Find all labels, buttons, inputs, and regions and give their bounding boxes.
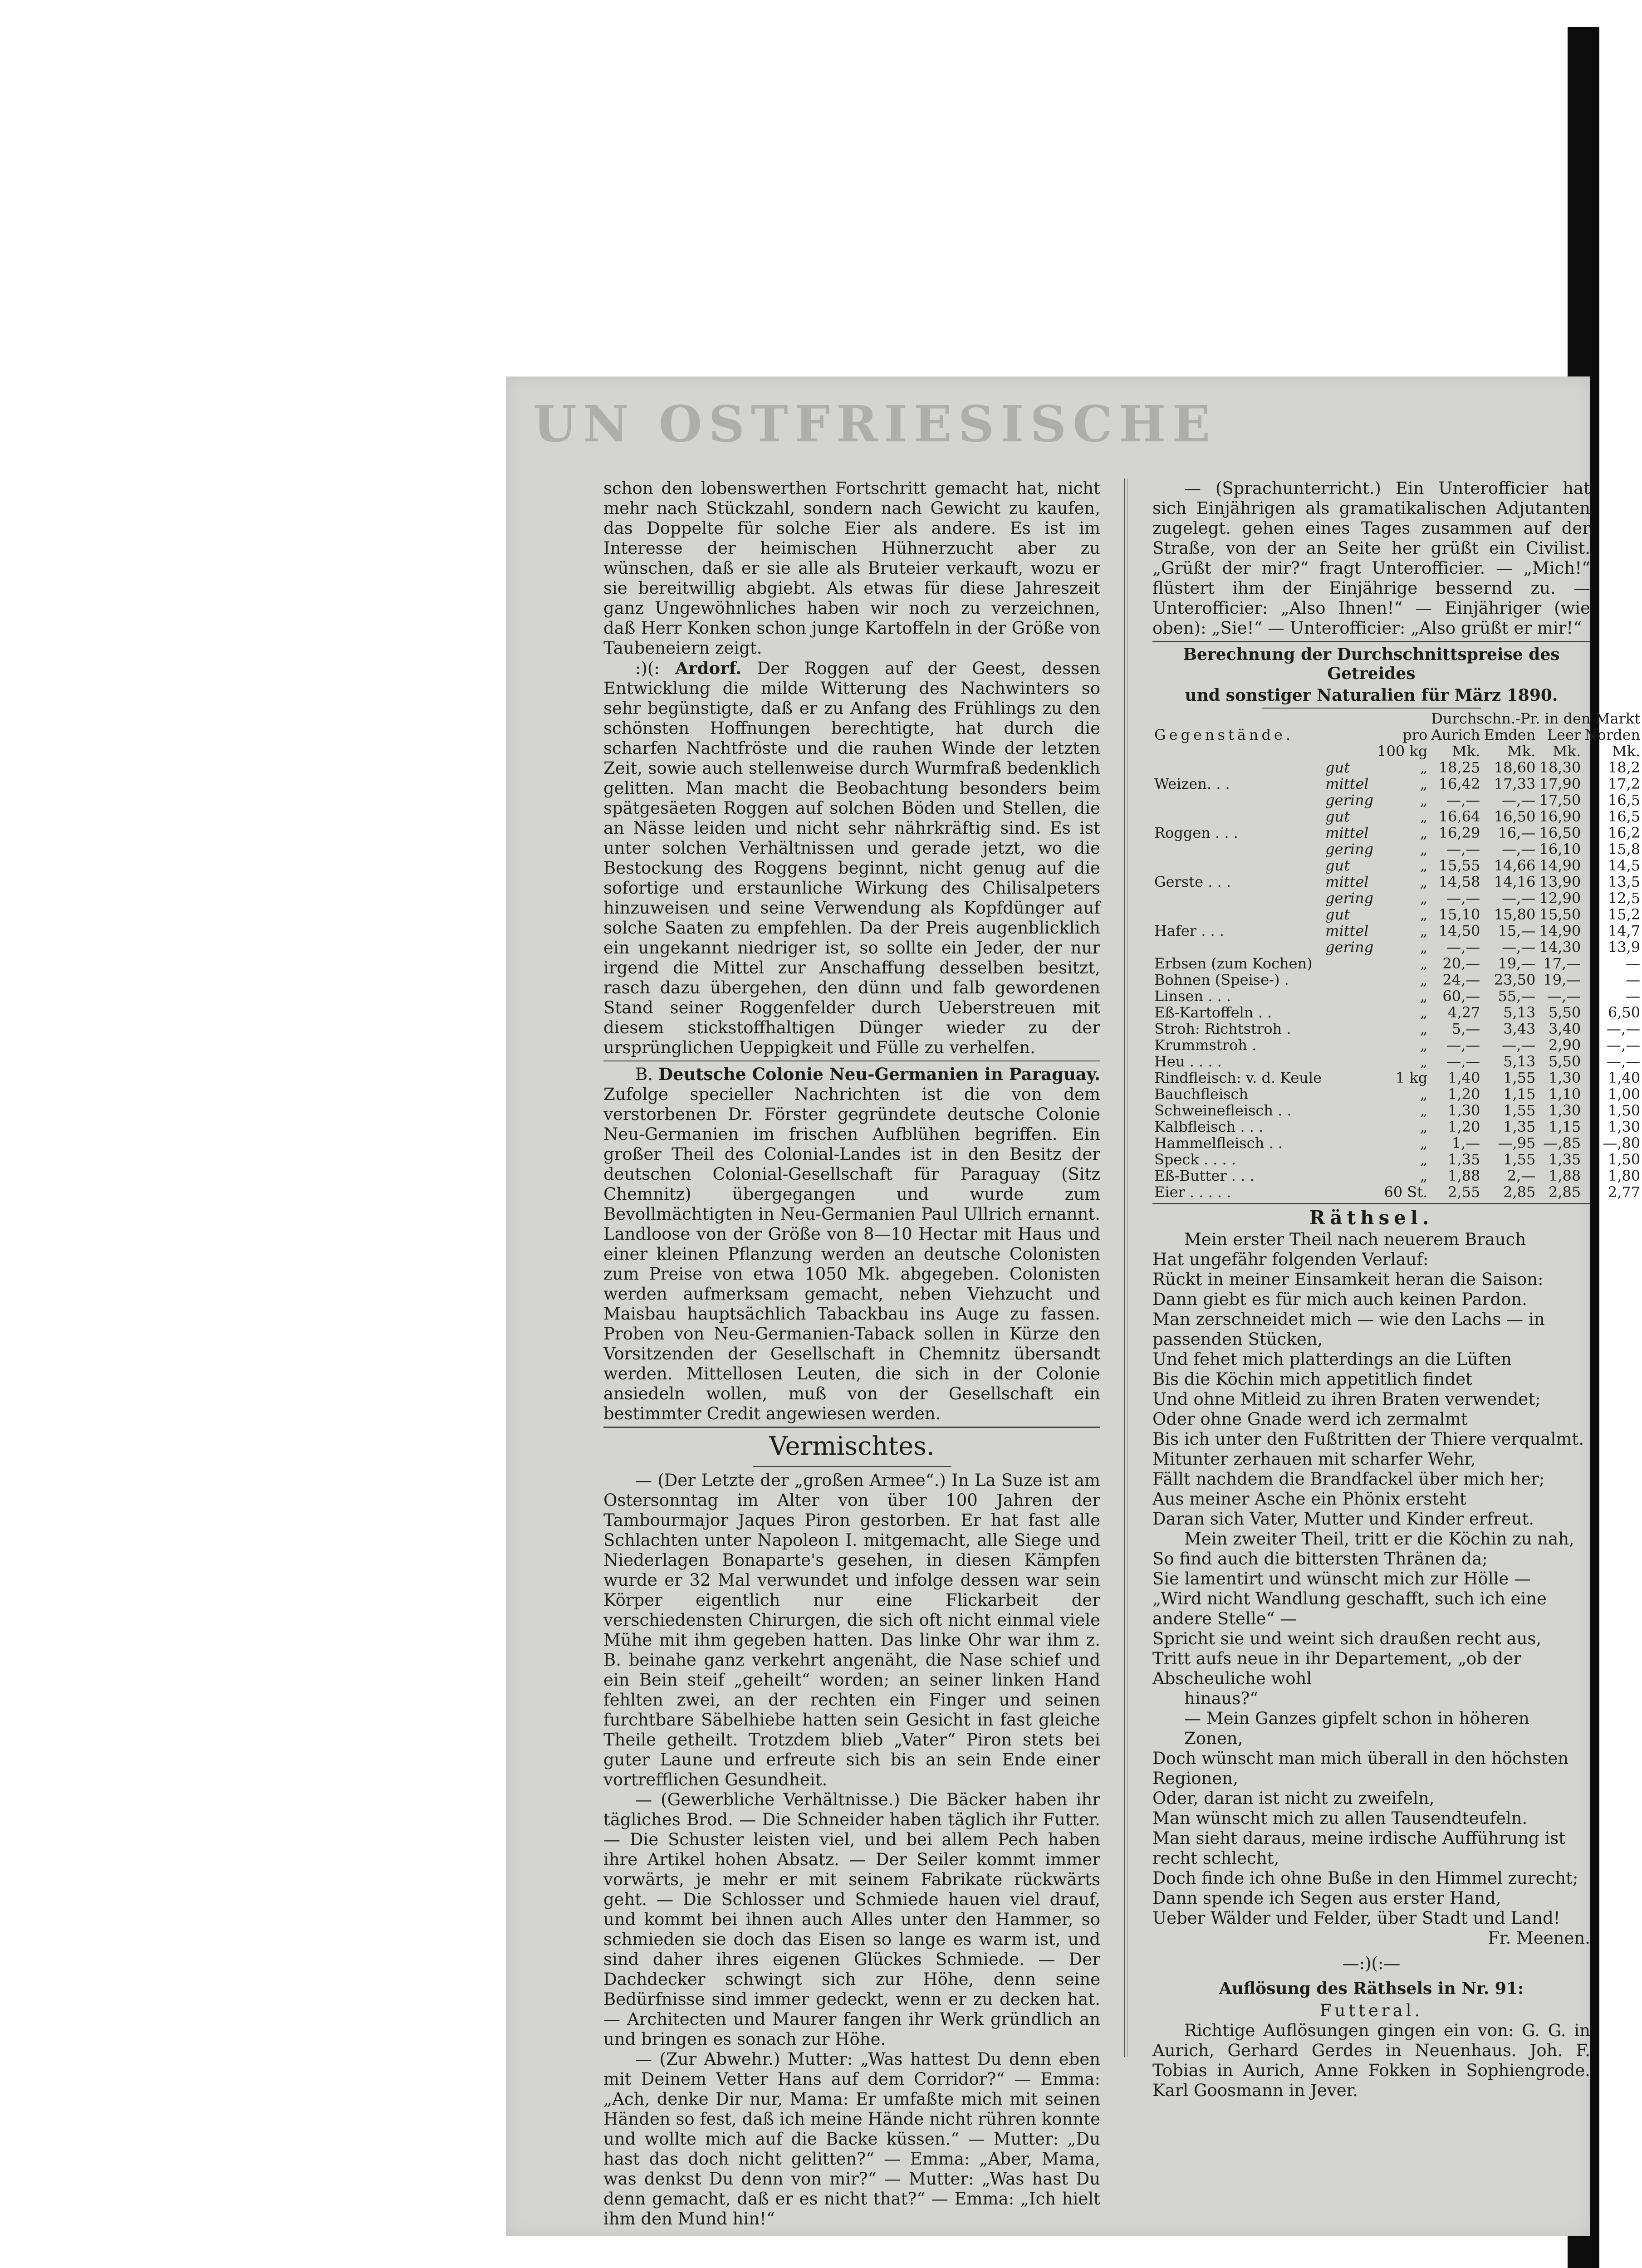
emden-price-cell: 17,33: [1494, 775, 1536, 792]
unit-cell: 1 kg: [1395, 1069, 1428, 1086]
armee-paragraph: — (Der Letzte der „großen Armee“.) In La Suze ist am Ostersonntag im Alter von über 100 Jahren der Tambourmajor Jaques Piron gestorben. Er hat fast alle Schlachten unter Napoleon I. mitgemacht, alle Siege und Niederlagen Bonaparte's gesehen, in diesen Kämpfen wurde er 32 Mal verwundet und infolge dessen war sein Körper eigentlich nur eine Flickarbeit der verschiedensten Chirurgen, die sich oft nicht einmal viele Mühe mit ihm gegeben hatten. Das linke Ohr war ihm z. B. beinahe ganz verkehrt angenäht, die Nase schief und ein Bein steif „geheilt“ worden; an seiner linken Hand fehlten zwei, an der rechten ein Finger und seinen furchtbare Säbelhiebe hatten sein Gesicht in fast gleiche Theile getheilt. Trotzdem blieb „Vater“ Piron stets bei guter Laune und erfreute sich bis an sein Ende einer vortrefflichen Gesundheit.: [603, 1471, 1100, 1789]
price-table-row: [1152, 906, 1642, 923]
ardorf-place: Ardorf.: [675, 658, 742, 678]
norden-price-cell: 14,7: [1608, 922, 1641, 939]
emden-price-cell: 1,55: [1503, 1069, 1536, 1086]
item-cell: Krummstroh .: [1154, 1036, 1257, 1054]
solution-headline: Auflösung des Räthsels in Nr. 91:: [1219, 1979, 1524, 1998]
aurich-price-cell: 1,—: [1451, 1134, 1480, 1152]
emden-price-cell: 1,35: [1503, 1118, 1536, 1135]
unit-cell: „: [1420, 775, 1428, 792]
aurich-price-cell: 18,25: [1438, 759, 1480, 776]
poem-line: So find auch die bittersten Thränen da;: [1152, 1549, 1488, 1569]
item-cell: Eß-Kartoffeln . .: [1154, 1004, 1272, 1021]
quality-cell: [1323, 1004, 1375, 1021]
unit-cell: „: [1420, 938, 1428, 956]
ardorf-intro-paragraph: schon den lobenswerthen Fortschritt gemacht hat, nicht mehr nach Stückzahl, sondern nach Gewicht zu kaufen, das Doppelte für solche Eier als andere. Es ist im Interesse der heimischen Hühnerzucht aber zu wünschen, daß er sie alle als Bruteier verkauft, wozu er sie bereitwillig abgiebt. Als etwas für diese Jahreszeit ganz Ungewöhnliches haben wir noch zu verzeichnen, daß Herr Konken schon junge Kartoffeln in der Größe von Taubeneiern zeigt.: [603, 479, 1100, 658]
aurich-price-cell: 16,29: [1438, 824, 1480, 841]
quality-cell: [1323, 1037, 1375, 1053]
quality-cell: [1323, 1151, 1375, 1168]
unit-cell: „: [1420, 857, 1428, 874]
quality-cell: [1323, 972, 1375, 988]
gegenstaende-header: Gegenstände.: [1154, 726, 1294, 743]
poem-line: Doch finde ich ohne Buße in den Himmel zurecht;: [1152, 1868, 1578, 1888]
emden-price-cell: 2,—: [1507, 1167, 1536, 1184]
unit-cell: „: [1420, 906, 1428, 923]
emden-price-cell: —,—: [1502, 890, 1536, 907]
aurich-price-cell: 15,10: [1438, 906, 1480, 923]
item-cell: Speck . . . .: [1154, 1151, 1236, 1168]
quality-cell: mittel: [1325, 873, 1369, 890]
leer-price-cell: 3,40: [1548, 1020, 1581, 1037]
emden-price-cell: 16,—: [1498, 824, 1536, 841]
price-table-row: [1152, 1151, 1642, 1168]
quality-cell: gut: [1325, 857, 1350, 874]
mk-header: Mk.: [1612, 743, 1641, 760]
aurich-price-cell: 20,—: [1442, 955, 1480, 972]
quality-cell: mittel: [1325, 922, 1369, 939]
sprachunterricht-paragraph: — (Sprachunterricht.) Ein Unterofficier hat sich Einjährigen als gramatikalischen Adjutanten zugelegt. gehen eines Tages zusammen auf der Straße, von der an Seite her grüßt ein Civilist. „Grüßt der mir?“ fragt Unterofficier. — „Mich!“ flüstert ihm der Einjährige bessernd zu. — Unterofficier: „Also Ihnen!“ — Einjähriger (wie oben): „Sie!“ — Unterofficier: „Also grüßt er mir!“: [1152, 479, 1590, 638]
item-cell: Schweinefleisch . .: [1154, 1102, 1292, 1119]
item-cell: Erbsen (zum Kochen): [1154, 955, 1313, 972]
leer-price-cell: 1,10: [1548, 1085, 1581, 1103]
poem-line: Oder ohne Gnade werd ich zermalmt: [1152, 1409, 1468, 1429]
solution-text: Richtige Auflösungen gingen ein von: G. G. in Aurich, Gerhard Gerdes in Neuenhaus. Joh. F. Tobias in Aurich, Anne Fokken in Sophiengrode. Karl Goosmann in Jever.: [1152, 2021, 1590, 2100]
item-cell: Roggen . . .: [1154, 824, 1238, 841]
price-table-row: [1152, 1184, 1642, 1200]
price-table-row: [1152, 808, 1642, 825]
unit-cell: „: [1420, 1134, 1428, 1152]
leer-price-cell: 17,90: [1539, 775, 1581, 792]
quality-cell: [1323, 988, 1375, 1004]
quality-cell: [1323, 955, 1375, 972]
leer-price-cell: 14,30: [1539, 938, 1581, 956]
quality-cell: [1323, 1086, 1375, 1102]
aurich-price-cell: 4,27: [1448, 1004, 1480, 1021]
quality-cell: [1323, 1070, 1375, 1086]
section-divider: [603, 1427, 1100, 1428]
aurich-price-cell: 1,88: [1448, 1167, 1480, 1184]
emden-price-cell: 15,—: [1498, 922, 1536, 939]
poem-line: Fällt nachdem die Brandfackel über mich her;: [1152, 1469, 1545, 1489]
item-cell: Eß-Butter . . .: [1154, 1167, 1255, 1184]
right-column: [1152, 479, 1641, 2101]
raethsel-poem: [1152, 1230, 1590, 1928]
colonie-paragraph: [603, 1064, 1100, 1424]
poem-signature: Fr. Meenen.: [1488, 1928, 1590, 1948]
unit-cell: „: [1420, 1036, 1428, 1054]
item-cell: Hammelfleisch . .: [1154, 1134, 1283, 1152]
poem-line: Man wünscht mich zu allen Tausendteufeln.: [1152, 1809, 1528, 1828]
emden-price-cell: 55,—: [1498, 987, 1536, 1005]
unit-cell: „: [1420, 1167, 1428, 1184]
quality-cell: [1323, 1168, 1375, 1184]
quality-cell: mittel: [1325, 775, 1369, 792]
norden-price-cell: 15,8: [1608, 841, 1641, 858]
price-table-row: [1152, 1102, 1642, 1119]
poem-line: Tritt aufs neue in ihr Departement, „ob der Abscheuliche wohl: [1152, 1649, 1521, 1688]
leer-price-cell: 12,90: [1539, 890, 1581, 907]
price-table-body: [1152, 759, 1642, 1200]
norden-price-cell: 12,5: [1608, 890, 1641, 907]
poem-line: Dann spende ich Segen aus erster Hand,: [1152, 1888, 1501, 1908]
price-table-row: [1152, 1119, 1642, 1135]
emden-price-cell: 23,50: [1494, 971, 1536, 988]
aurich-price-cell: 1,20: [1448, 1085, 1480, 1103]
leer-price-cell: 5,50: [1548, 1053, 1581, 1070]
emden-price-cell: —,95: [1498, 1134, 1536, 1152]
norden-price-cell: —,—: [1606, 1053, 1641, 1070]
poem-line: Doch wünscht man mich überall in den höchsten Regionen,: [1152, 1749, 1569, 1788]
norden-price-cell: 1,50: [1608, 1151, 1641, 1168]
leer-price-cell: 1,35: [1548, 1151, 1581, 1168]
unit-header: 100 kg: [1377, 743, 1428, 760]
quality-cell: [1323, 1102, 1375, 1119]
unit-cell: „: [1420, 824, 1428, 841]
leer-price-cell: 14,90: [1539, 857, 1581, 874]
price-table-row: [1152, 841, 1642, 857]
unit-cell: „: [1420, 955, 1428, 972]
norden-price-cell: 6,50: [1608, 1004, 1641, 1021]
aurich-price-cell: —,—: [1446, 890, 1480, 907]
item-cell: Heu . . . .: [1154, 1053, 1222, 1070]
item-cell: Hafer . . .: [1154, 922, 1225, 939]
aurich-price-cell: 16,64: [1438, 808, 1480, 825]
separator-ornament: —:)(:—: [1342, 1954, 1401, 1973]
colonie-headline: Deutsche Colonie Neu-Germanien in Paraguay.: [658, 1064, 1100, 1084]
poem-line: „Wird nicht Wandlung geschafft, such ich eine andere Stelle“ —: [1152, 1589, 1547, 1628]
price-table-row: [1152, 1168, 1642, 1184]
poem-line: Und fehet mich platterdings an die Lüften: [1152, 1349, 1512, 1369]
column-rule: [1124, 479, 1125, 2057]
leer-price-cell: —,85: [1543, 1134, 1581, 1152]
aurich-price-cell: 14,50: [1438, 922, 1480, 939]
unit-cell: „: [1420, 1118, 1428, 1135]
norden-price-cell: 15,2: [1608, 906, 1641, 923]
unit-cell: „: [1420, 759, 1428, 776]
item-cell: [1152, 857, 1323, 874]
abwehr-paragraph: — (Zur Abwehr.) Mutter: „Was hattest Du denn eben mit Deinem Vetter Hans auf dem Corridor?“ — Emma: „Ach, denke Dir nur, Mama: Er umfaßte mich mit seinen Händen so fest, daß ich meine Hände nicht rühren konnte und wollte mich auf die Backe küssen.“ — Mutter: „Du hast das doch nicht gelitten?“ — Emma: „Aber, Mama, was denkst Du denn von mir?“ — Mutter: „Was hast Du denn gemacht, daß er es nicht that?“ — Emma: „Ich hielt ihm den Mund hin!“: [603, 2049, 1100, 2229]
unit-cell: „: [1420, 987, 1428, 1005]
emden-price-cell: 5,13: [1503, 1053, 1536, 1070]
norden-price-cell: 18,2: [1608, 759, 1641, 776]
aurich-price-cell: 1,40: [1448, 1069, 1480, 1086]
unit-cell: „: [1420, 1053, 1428, 1070]
leer-price-cell: 1,30: [1548, 1069, 1581, 1086]
gewerbe-paragraph: — (Gewerbliche Verhältnisse.) Die Bäcker haben ihr tägliches Brod. — Die Schneider haben täglich ihr Futter. — Die Schuster leisten viel, und bei allem Pech haben ihre Artikel hohen Absatz. — Der Seiler kommt immer vorwärts, je mehr er mit seinem Fabrikate rückwärts geht. — Die Schlosser und Schmiede hauen viel drauf, und kommt bei ihnen auch Alles unter den Hammer, so schmieden sie doch das Eisen so lange es warm ist, und sind daher ihres eigenen Glückes Schmiede. — Der Dachdecker schwingt sich zur Höhe, denn seine Bedürfnisse sind immer gedeckt, wenn er zu decken hat. — Architecten und Maurer fangen ihr Werk gründlich an und bringen es sonach zur Höhe.: [603, 1790, 1100, 2049]
item-cell: Linsen . . .: [1154, 987, 1231, 1005]
item-cell: Bohnen (Speise-) .: [1154, 971, 1289, 988]
quality-cell: gering: [1325, 841, 1374, 858]
ardorf-mark: :)(:: [635, 659, 660, 678]
colonie-mark: B.: [635, 1065, 653, 1084]
price-table-row: [1152, 890, 1642, 906]
unit-cell: „: [1420, 1004, 1428, 1021]
unit-cell: „: [1420, 971, 1428, 988]
emden-price-cell: 1,55: [1503, 1102, 1536, 1119]
norden-price-cell: 1,30: [1608, 1118, 1641, 1135]
emden-price-cell: 15,80: [1494, 906, 1536, 923]
emden-price-cell: 16,50: [1494, 808, 1536, 825]
leer-price-cell: 2,85: [1548, 1183, 1581, 1201]
poem-line: Sie lamentirt und wünscht mich zur Hölle —: [1152, 1569, 1531, 1589]
aurich-price-cell: —,—: [1446, 1036, 1480, 1054]
quality-cell: [1323, 1053, 1375, 1070]
poem-line: Dann giebt es für mich auch keinen Pardon.: [1152, 1290, 1527, 1309]
poem-line: Mein zweiter Theil, tritt er die Köchin zu nah,: [1184, 1529, 1574, 1549]
leer-price-cell: 2,90: [1548, 1036, 1581, 1054]
price-table-title-underline: [1262, 708, 1481, 709]
unit-cell: „: [1420, 890, 1428, 907]
leer-price-cell: 17,—: [1543, 955, 1581, 972]
norden-price-cell: 16,5: [1608, 792, 1641, 809]
quality-cell: mittel: [1325, 824, 1369, 841]
leer-price-cell: 1,88: [1548, 1167, 1581, 1184]
item-cell: Stroh: Richtstroh .: [1154, 1020, 1291, 1037]
aurich-price-cell: —,—: [1446, 938, 1480, 956]
unit-cell: „: [1420, 1151, 1428, 1168]
aurich-price-cell: —,—: [1446, 841, 1480, 858]
leer-price-cell: 1,30: [1548, 1102, 1581, 1119]
norden-price-cell: 1,50: [1608, 1102, 1641, 1119]
unit-cell: „: [1420, 841, 1428, 858]
norden-price-cell: 1,00: [1608, 1085, 1641, 1103]
price-table-title-line-1: Berechnung der Durchschnittspreise des Getreides: [1183, 645, 1560, 683]
section-title-underline: [753, 1466, 951, 1467]
item-cell: [1152, 939, 1323, 955]
price-table-row: [1152, 874, 1642, 890]
price-table-title-line-2: und sonstiger Naturalien für März 1890.: [1185, 686, 1558, 705]
price-table-head-row-3: [1152, 743, 1642, 759]
emden-header: Emden: [1484, 726, 1536, 743]
leer-price-cell: 13,90: [1539, 873, 1581, 890]
aurich-price-cell: 2,55: [1448, 1183, 1480, 1201]
norden-price-cell: 1,80: [1608, 1167, 1641, 1184]
poem-line: Daran sich Vater, Mutter und Kinder erfreut.: [1152, 1509, 1534, 1529]
quality-cell: [1323, 1135, 1375, 1151]
poem-line: — Mein Ganzes gipfelt schon in höheren Zonen,: [1184, 1709, 1529, 1748]
emden-price-cell: 2,85: [1503, 1183, 1536, 1201]
quality-cell: [1323, 1021, 1375, 1037]
unit-cell: 60 St.: [1384, 1183, 1428, 1201]
unit-cell: „: [1420, 1085, 1428, 1103]
poem-line: Oder, daran ist nicht zu zweifeln,: [1152, 1789, 1435, 1808]
poem-line: Rückt in meiner Einsamkeit heran die Saison:: [1152, 1270, 1544, 1289]
aurich-header: Aurich: [1431, 726, 1480, 743]
poem-line: Man sieht daraus, meine irdische Aufführung ist recht schlecht,: [1152, 1828, 1566, 1868]
table-top-rule: [1152, 641, 1590, 642]
price-table-row: [1152, 939, 1642, 955]
emden-price-cell: 5,13: [1503, 1004, 1536, 1021]
item-cell: [1152, 890, 1323, 906]
pro-header: pro: [1402, 726, 1428, 743]
column-rule-secondary: [1127, 479, 1128, 2057]
poem-line: Mitunter zerhauen mit scharfer Wehr,: [1152, 1449, 1476, 1469]
aurich-price-cell: 24,—: [1442, 971, 1480, 988]
emden-price-cell: 18,60: [1494, 759, 1536, 776]
leer-price-cell: —,—: [1547, 987, 1581, 1005]
aurich-price-cell: 14,58: [1438, 873, 1480, 890]
price-table-row: [1152, 776, 1642, 792]
poem-line: Und ohne Mitleid zu ihren Braten verwendet;: [1152, 1389, 1541, 1409]
price-table-row: [1152, 857, 1642, 874]
price-table-row: [1152, 1037, 1642, 1053]
unit-cell: „: [1420, 1020, 1428, 1037]
left-column: [603, 479, 1100, 2229]
solution-word: Futteral.: [1319, 2001, 1423, 2020]
poem-line: Bis die Köchin mich appetitlich findet: [1152, 1369, 1472, 1389]
emden-price-cell: 19,—: [1498, 955, 1536, 972]
quality-cell: gering: [1325, 792, 1374, 809]
poem-line: Mein erster Theil nach neuerem Brauch: [1184, 1230, 1526, 1249]
aurich-price-cell: 16,42: [1438, 775, 1480, 792]
item-cell: Bauchfleisch: [1154, 1085, 1249, 1103]
item-cell: Gerste . . .: [1154, 873, 1231, 890]
leer-price-cell: 18,30: [1539, 759, 1581, 776]
unit-cell: „: [1420, 792, 1428, 809]
price-table-row: [1152, 1070, 1642, 1086]
colonie-text: Zufolge specieller Nachrichten ist die von dem verstorbenen Dr. Förster gegründete deutsche Colonie Neu-Germanien im frischen Aufblühen begriffen. Ein großer Theil des Colonial-Landes ist in den Besitz der deutschen Colonial-Gesellschaft für Paraguay (Sitz Chemnitz) übergegangen und wurde zum Bevollmächtigten in Neu-Germanien Paul Ullrich ernannt. Landloose von der Größe von 8—10 Hectar mit Haus und einer kleinen Pflanzung werden an deutsche Colonisten zum Preise von etwa 1050 Mk. abgegeben. Colonisten werden aufmerksam gemacht, neben Viehzucht und Maisbau hauptsächlich Tabackbau ins Auge zu fassen. Proben von Neu-Germanien-Taback sollen in Kürze den Vorsitzenden der Gesellschaft in Chemnitz übersandt werden. Mittellosen Leuten, die sich in der Colonie ansiedeln wollen, muß von der Gesellschaft ein bestimmter Credit angewiesen werden.: [603, 1085, 1100, 1423]
price-table-head-row-2: [1152, 727, 1642, 743]
aurich-price-cell: —,—: [1446, 1053, 1480, 1070]
norden-price-cell: 13,9: [1608, 938, 1641, 956]
leer-price-cell: 16,90: [1539, 808, 1581, 825]
poem-line: Bis ich unter den Fußtritten der Thiere verqualmt.: [1152, 1429, 1584, 1449]
price-table-row: [1152, 1021, 1642, 1037]
ardorf-paragraph: [603, 658, 1100, 1058]
emden-price-cell: 1,55: [1503, 1151, 1536, 1168]
price-table-row: [1152, 972, 1642, 988]
aurich-price-cell: 1,35: [1448, 1151, 1480, 1168]
poem-line: Man zerschneidet mich — wie den Lachs — in passenden Stücken,: [1152, 1310, 1545, 1349]
leer-price-cell: 16,10: [1539, 841, 1581, 858]
norden-price-cell: 1,40: [1608, 1069, 1641, 1086]
aurich-price-cell: 1,30: [1448, 1102, 1480, 1119]
poem-line: Hat ungefähr folgenden Verlauf:: [1152, 1250, 1429, 1269]
poem-line: hinaus?“: [1184, 1689, 1259, 1708]
unit-cell: „: [1420, 808, 1428, 825]
unit-cell: „: [1420, 873, 1428, 890]
aurich-price-cell: 1,20: [1448, 1118, 1480, 1135]
aurich-price-cell: 5,—: [1451, 1020, 1480, 1037]
item-cell: [1152, 792, 1323, 808]
leer-price-cell: 17,50: [1539, 792, 1581, 809]
leer-price-cell: 5,50: [1548, 1004, 1581, 1021]
norden-price-cell: —: [1626, 955, 1641, 972]
norden-price-cell: 16,2: [1608, 824, 1641, 841]
price-table-row: [1152, 1086, 1642, 1102]
leer-price-cell: 14,90: [1539, 922, 1581, 939]
price-table-row: [1152, 1135, 1642, 1151]
unit-cell: „: [1420, 1102, 1428, 1119]
price-table-row: [1152, 923, 1642, 939]
emden-price-cell: —,—: [1502, 841, 1536, 858]
norden-price-cell: 17,2: [1608, 775, 1641, 792]
emden-price-cell: 14,16: [1494, 873, 1536, 890]
norden-price-cell: 14,5: [1608, 857, 1641, 874]
mk-header: Mk.: [1507, 743, 1536, 760]
norden-price-cell: —: [1626, 971, 1641, 988]
item-cell: Rindfleisch: v. d. Keule: [1154, 1069, 1322, 1086]
leer-header: Leer: [1547, 726, 1581, 743]
masthead-bleed-through: UN OSTFRIESISCHE: [533, 395, 1217, 453]
quality-cell: [1323, 1119, 1375, 1135]
poem-line: Spricht sie und weint sich draußen recht aus,: [1152, 1629, 1542, 1648]
emden-price-cell: —,—: [1502, 1036, 1536, 1054]
poem-line: Aus meiner Asche ein Phönix ersteht: [1152, 1489, 1466, 1509]
mk-header: Mk.: [1552, 743, 1581, 760]
item-cell: [1152, 841, 1323, 857]
price-table-row: [1152, 955, 1642, 972]
leer-price-cell: 19,—: [1543, 971, 1581, 988]
norden-price-cell: 2,77: [1608, 1183, 1641, 1201]
item-cell: Kalbfleisch . . .: [1154, 1118, 1264, 1135]
section-title-vermischtes: Vermischtes.: [769, 1432, 935, 1461]
unit-cell: „: [1420, 922, 1428, 939]
aurich-price-cell: 15,55: [1438, 857, 1480, 874]
price-table-head-row-1: [1152, 710, 1642, 727]
quality-cell: [1323, 1184, 1375, 1200]
emden-price-cell: 14,66: [1494, 857, 1536, 874]
price-table-row: [1152, 792, 1642, 808]
durchschn-header: Durchschn.-Pr. in den Markt: [1431, 710, 1641, 727]
leer-price-cell: 1,15: [1548, 1118, 1581, 1135]
leer-price-cell: 16,50: [1539, 824, 1581, 841]
quality-cell: gut: [1325, 759, 1350, 776]
norden-price-cell: —,—: [1606, 1020, 1641, 1037]
quality-cell: gut: [1325, 906, 1350, 923]
price-table-row: [1152, 759, 1642, 776]
aurich-price-cell: 60,—: [1442, 987, 1480, 1005]
item-cell: Weizen. . .: [1154, 775, 1230, 792]
norden-price-cell: —: [1626, 987, 1641, 1005]
leer-price-cell: 15,50: [1539, 906, 1581, 923]
emden-price-cell: —,—: [1502, 792, 1536, 809]
ardorf-text: Der Roggen auf der Geest, dessen Entwicklung die milde Witterung des Nachwinters so sehr begünstigte, daß er zu Anfang des Frühlings zu den schönsten Hoffnungen berechtigte, hat durch die scharfen Nachtfröste und die rauhen Winde der letzten Zeit, sowie auch stellenweise durch Wurmfraß bedenklich gelitten. Man macht die Beobachtung besonders beim spätgesäeten Roggen auf solchen Böden und Stellen, die an Nässe leiden und nicht sehr nährkräftig sind. Es ist unter solchen Verhältnissen und gerade jetzt, wo die Bestockung des Roggens beginnt, nicht genug auf die sofortige und erstaunliche Wirkung des Chilisalpeters hinzuweisen und seine Verwendung als Kopfdünger auf solche Saaten zu empfehlen. Da der Preis augenblicklich ein ungekannt niedriger ist, so sollte ein Jeder, der nur irgend die Mittel zur Anschaffung desselben besitzt, rasch dazu übergehen, den dünn und falb gewordenen Stand seiner Roggenfelder durch Ueberstreuen mit diesem stickstoffhaltigen Dünger wieder zu der ursprünglichen Ueppigkeit und Fülle zu verhelfen.: [603, 659, 1101, 1057]
emden-price-cell: 3,43: [1503, 1020, 1536, 1037]
price-table-row: [1152, 1053, 1642, 1070]
price-table-row: [1152, 825, 1642, 841]
quality-cell: gut: [1325, 808, 1350, 825]
raethsel-title: Räthsel.: [1309, 1207, 1434, 1229]
emden-price-cell: 1,15: [1503, 1085, 1536, 1103]
norden-price-cell: —,80: [1603, 1134, 1641, 1152]
quality-cell: gering: [1325, 890, 1374, 907]
aurich-price-cell: —,—: [1446, 792, 1480, 809]
quality-cell: gering: [1325, 938, 1374, 956]
item-cell: [1152, 759, 1323, 776]
norden-price-cell: 13,5: [1608, 873, 1641, 890]
emden-price-cell: —,—: [1502, 938, 1536, 956]
price-table-row: [1152, 1004, 1642, 1021]
table-bottom-rule: [1152, 1203, 1590, 1204]
item-cell: [1152, 808, 1323, 825]
item-cell: Eier . . . . .: [1154, 1183, 1231, 1201]
poem-line: Ueber Wälder und Felder, über Stadt und Land!: [1152, 1908, 1560, 1928]
price-table: [1152, 710, 1642, 1200]
item-cell: [1152, 906, 1323, 923]
mk-header: Mk.: [1451, 743, 1480, 760]
norden-price-cell: 16,5: [1608, 808, 1641, 825]
norden-price-cell: —,—: [1606, 1036, 1641, 1054]
norden-header: Norden: [1584, 726, 1641, 743]
price-table-row: [1152, 988, 1642, 1004]
newspaper-page: [506, 376, 1641, 2236]
